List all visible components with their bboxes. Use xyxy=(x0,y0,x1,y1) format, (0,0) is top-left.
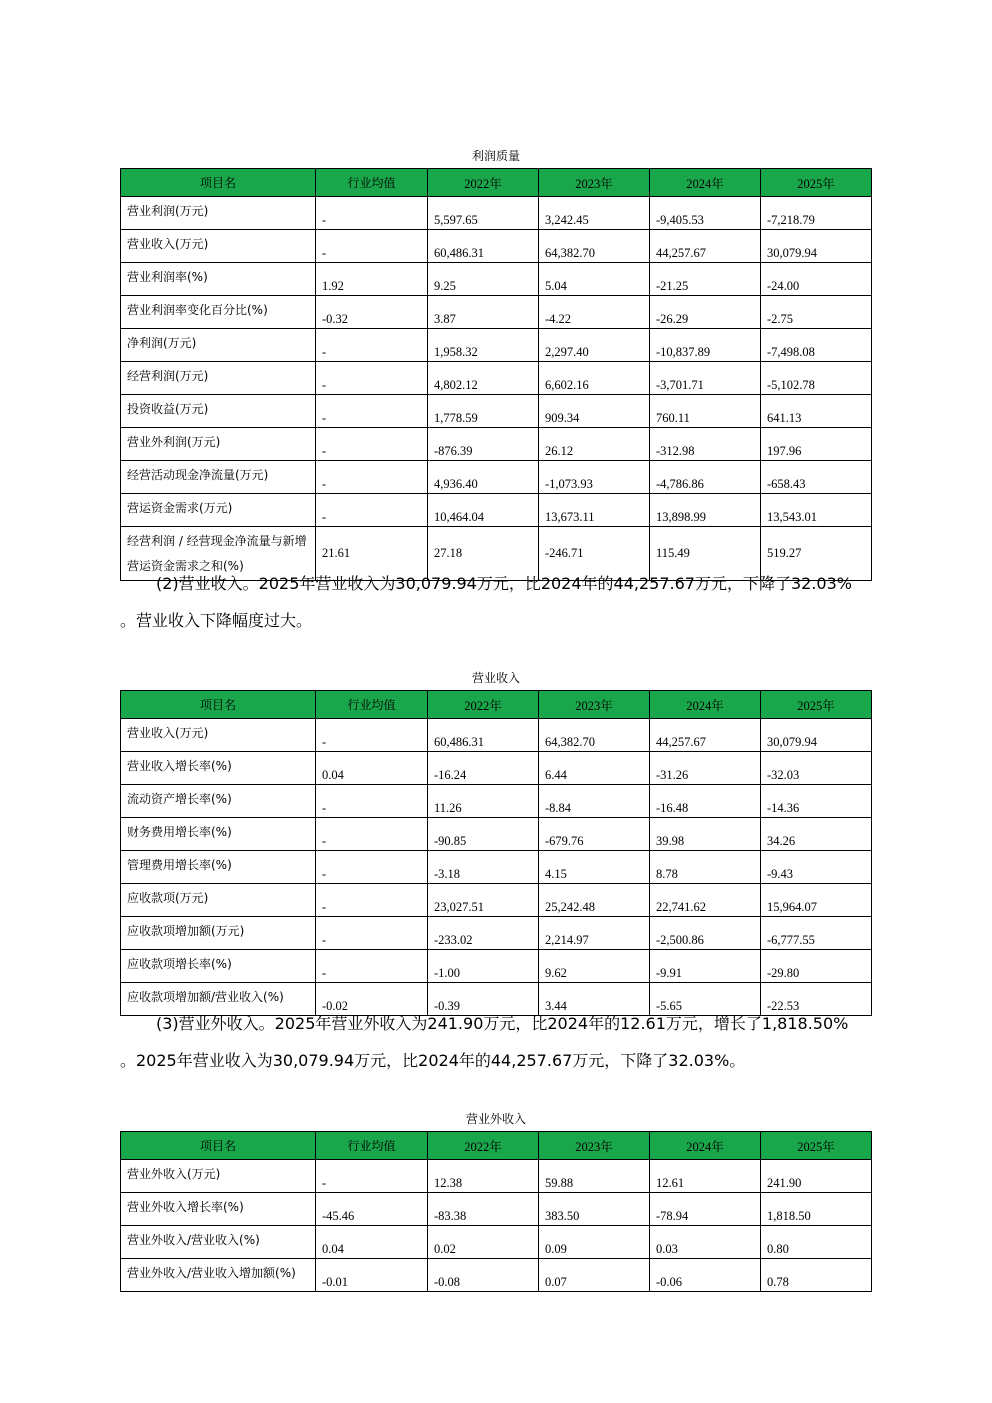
table-cell: 64,382.70 xyxy=(539,719,650,752)
table-cell: - xyxy=(316,197,428,230)
table-cell: -31.26 xyxy=(650,752,761,785)
table-cell: -14.36 xyxy=(761,785,872,818)
table-cell: 59.88 xyxy=(539,1160,650,1193)
table-cell: -26.29 xyxy=(650,296,761,329)
table-cell: - xyxy=(316,818,428,851)
table-cell: 12.38 xyxy=(428,1160,539,1193)
table-cell: -2.75 xyxy=(761,296,872,329)
paragraph-line: (3)营业外收入。2025年营业外收入为241.90万元，比2024年的12.61万元，增长了1,818.50% xyxy=(156,1014,849,1033)
table-cell: 0.03 xyxy=(650,1226,761,1259)
table-cell: -312.98 xyxy=(650,428,761,461)
table-cell: -8.84 xyxy=(539,785,650,818)
column-header: 2025年 xyxy=(761,691,872,719)
column-header: 2025年 xyxy=(761,169,872,197)
table-row xyxy=(121,950,872,983)
row-label: 经营活动现金净流量(万元) xyxy=(121,461,316,494)
table-cell: -78.94 xyxy=(650,1193,761,1226)
table-cell: -5,102.78 xyxy=(761,362,872,395)
table-cell: -3,701.71 xyxy=(650,362,761,395)
table-cell: 60,486.31 xyxy=(428,719,539,752)
table-cell: - xyxy=(316,230,428,263)
table-cell: 2,214.97 xyxy=(539,917,650,950)
table-cell: 0.04 xyxy=(316,752,428,785)
table-cell: 23,027.51 xyxy=(428,884,539,917)
table-cell: -876.39 xyxy=(428,428,539,461)
table-row xyxy=(121,785,872,818)
table-cell: 197.96 xyxy=(761,428,872,461)
table-cell: 13,543.01 xyxy=(761,494,872,527)
row-label: 营业外利润(万元) xyxy=(121,428,316,461)
table-cell: 0.04 xyxy=(316,1226,428,1259)
table-cell: -1.00 xyxy=(428,950,539,983)
table-cell: - xyxy=(316,1160,428,1193)
table-row xyxy=(121,263,872,296)
row-label: 营业外收入/营业收入增加额(%) xyxy=(121,1259,316,1292)
column-header: 2022年 xyxy=(428,169,539,197)
operating-revenue-table xyxy=(120,690,872,1016)
row-label: 营业利润率变化百分比(%) xyxy=(121,296,316,329)
table-cell: - xyxy=(316,719,428,752)
table-cell: 27.18 xyxy=(428,527,539,581)
table-cell: 6.44 xyxy=(539,752,650,785)
column-header: 项目名 xyxy=(121,1132,316,1160)
table-cell: 1,958.32 xyxy=(428,329,539,362)
table-cell: 4,936.40 xyxy=(428,461,539,494)
non-operating-revenue-table xyxy=(120,1131,872,1292)
table-cell: 3.87 xyxy=(428,296,539,329)
table-cell: -233.02 xyxy=(428,917,539,950)
table1-caption: 利润质量 xyxy=(471,149,520,163)
table-cell: 15,964.07 xyxy=(761,884,872,917)
table-row xyxy=(121,1259,872,1292)
profit-quality-table xyxy=(120,168,872,581)
row-label: 投资收益(万元) xyxy=(121,395,316,428)
table-cell: 4.15 xyxy=(539,851,650,884)
table-cell: 3,242.45 xyxy=(539,197,650,230)
table-cell: -10,837.89 xyxy=(650,329,761,362)
table-cell: - xyxy=(316,851,428,884)
table-cell: -90.85 xyxy=(428,818,539,851)
table-cell: -0.01 xyxy=(316,1259,428,1292)
row-label: 净利润(万元) xyxy=(121,329,316,362)
table-cell: -2,500.86 xyxy=(650,917,761,950)
table-cell: - xyxy=(316,785,428,818)
row-label: 应收款项增长率(%) xyxy=(121,950,316,983)
table-cell: 0.09 xyxy=(539,1226,650,1259)
table-cell: -679.76 xyxy=(539,818,650,851)
table-cell: 241.90 xyxy=(761,1160,872,1193)
table-cell: -7,218.79 xyxy=(761,197,872,230)
table-cell: -3.18 xyxy=(428,851,539,884)
table-cell: -0.06 xyxy=(650,1259,761,1292)
table-cell: -0.08 xyxy=(428,1259,539,1292)
table-cell: 13,898.99 xyxy=(650,494,761,527)
table-cell: 10,464.04 xyxy=(428,494,539,527)
table-cell: 4,802.12 xyxy=(428,362,539,395)
table-cell: -29.80 xyxy=(761,950,872,983)
table-cell: -4.22 xyxy=(539,296,650,329)
table-cell: -7,498.08 xyxy=(761,329,872,362)
column-header: 项目名 xyxy=(121,691,316,719)
row-label: 营业外收入/营业收入(%) xyxy=(121,1226,316,1259)
table-cell: -45.46 xyxy=(316,1193,428,1226)
row-label: 流动资产增长率(%) xyxy=(121,785,316,818)
table-cell: - xyxy=(316,950,428,983)
table-cell: 26.12 xyxy=(539,428,650,461)
column-header: 2024年 xyxy=(650,1132,761,1160)
table-cell: 34.26 xyxy=(761,818,872,851)
paragraph-operating-revenue xyxy=(120,565,880,639)
row-label: 营业收入增长率(%) xyxy=(121,752,316,785)
table-header-row xyxy=(121,1132,872,1160)
column-header: 行业均值 xyxy=(316,691,428,719)
table-row xyxy=(121,1160,872,1193)
table-cell: - xyxy=(316,329,428,362)
table-cell: 39.98 xyxy=(650,818,761,851)
row-label: 营业利润(万元) xyxy=(121,197,316,230)
table-row xyxy=(121,230,872,263)
table-row xyxy=(121,917,872,950)
column-header: 2025年 xyxy=(761,1132,872,1160)
table-cell: 0.78 xyxy=(761,1259,872,1292)
table-cell: - xyxy=(316,494,428,527)
row-label: 营运资金需求(万元) xyxy=(121,494,316,527)
column-header: 2023年 xyxy=(539,1132,650,1160)
table-row xyxy=(121,851,872,884)
column-header: 2022年 xyxy=(428,691,539,719)
table-row xyxy=(121,197,872,230)
table2-caption: 营业收入 xyxy=(471,671,520,685)
table-cell: 30,079.94 xyxy=(761,230,872,263)
table-cell: 13,673.11 xyxy=(539,494,650,527)
table-row xyxy=(121,494,872,527)
row-label: 营业利润率(%) xyxy=(121,263,316,296)
table-row xyxy=(121,362,872,395)
paragraph-line: 。营业收入下降幅度过大。 xyxy=(120,611,313,630)
table-cell: -16.48 xyxy=(650,785,761,818)
table-row xyxy=(121,1226,872,1259)
table-cell: -9.91 xyxy=(650,950,761,983)
column-header: 2024年 xyxy=(650,169,761,197)
row-label: 营业收入(万元) xyxy=(121,230,316,263)
table-cell: 12.61 xyxy=(650,1160,761,1193)
table-row xyxy=(121,752,872,785)
row-label: 应收款项增加额/营业收入(%) xyxy=(121,983,316,1016)
table-cell: 2,297.40 xyxy=(539,329,650,362)
table-cell: -6,777.55 xyxy=(761,917,872,950)
row-label: 管理费用增长率(%) xyxy=(121,851,316,884)
table-cell: 21.61 xyxy=(316,527,428,581)
table-row xyxy=(121,818,872,851)
table-cell: -24.00 xyxy=(761,263,872,296)
column-header: 行业均值 xyxy=(316,1132,428,1160)
table-cell: -16.24 xyxy=(428,752,539,785)
row-label: 财务费用增长率(%) xyxy=(121,818,316,851)
table-cell: 8.78 xyxy=(650,851,761,884)
table-cell: - xyxy=(316,884,428,917)
table-cell: -21.25 xyxy=(650,263,761,296)
table-cell: -22.53 xyxy=(761,983,872,1016)
paragraph-line: (2)营业收入。2025年营业收入为30,079.94万元，比2024年的44,257.67万元，下降了32.03% xyxy=(156,574,852,593)
table-cell: 1.92 xyxy=(316,263,428,296)
table-row xyxy=(121,719,872,752)
table3-caption: 营业外收入 xyxy=(465,1112,526,1126)
row-label: 经营利润 / 经营现金净流量与新增营运资金需求之和(%) xyxy=(121,527,316,581)
table-cell: - xyxy=(316,395,428,428)
row-label: 营业收入(万元) xyxy=(121,719,316,752)
table-cell: -246.71 xyxy=(539,527,650,581)
row-label: 应收款项增加额(万元) xyxy=(121,917,316,950)
table-row xyxy=(121,1193,872,1226)
column-header: 2023年 xyxy=(539,691,650,719)
table-row xyxy=(121,884,872,917)
table-cell: 9.62 xyxy=(539,950,650,983)
table-cell: 519.27 xyxy=(761,527,872,581)
table-cell: -0.39 xyxy=(428,983,539,1016)
table-cell: -1,073.93 xyxy=(539,461,650,494)
table-header-row xyxy=(121,169,872,197)
table-cell: 44,257.67 xyxy=(650,230,761,263)
table-row xyxy=(121,461,872,494)
table-row xyxy=(121,296,872,329)
table-cell: 0.80 xyxy=(761,1226,872,1259)
table-cell: -0.02 xyxy=(316,983,428,1016)
table-cell: 22,741.62 xyxy=(650,884,761,917)
table-cell: -83.38 xyxy=(428,1193,539,1226)
table-cell: 0.02 xyxy=(428,1226,539,1259)
table-cell: 11.26 xyxy=(428,785,539,818)
paragraph-line: 。2025年营业收入为30,079.94万元，比2024年的44,257.67万元，下降了32.03%。 xyxy=(120,1051,746,1070)
table-cell: 6,602.16 xyxy=(539,362,650,395)
table-cell: -658.43 xyxy=(761,461,872,494)
column-header: 项目名 xyxy=(121,169,316,197)
table-cell: 5.04 xyxy=(539,263,650,296)
paragraph-non-operating-revenue xyxy=(120,1005,880,1079)
table-header-row xyxy=(121,691,872,719)
table-cell: - xyxy=(316,362,428,395)
table-cell: - xyxy=(316,428,428,461)
column-header: 2022年 xyxy=(428,1132,539,1160)
table-cell: 60,486.31 xyxy=(428,230,539,263)
row-label: 营业外收入(万元) xyxy=(121,1160,316,1193)
table-cell: 3.44 xyxy=(539,983,650,1016)
table-cell: -9,405.53 xyxy=(650,197,761,230)
table-row xyxy=(121,428,872,461)
table-cell: 1,778.59 xyxy=(428,395,539,428)
table-cell: 0.07 xyxy=(539,1259,650,1292)
table-cell: 909.34 xyxy=(539,395,650,428)
table-row xyxy=(121,395,872,428)
table-cell: 30,079.94 xyxy=(761,719,872,752)
table-cell: 383.50 xyxy=(539,1193,650,1226)
table-cell: - xyxy=(316,461,428,494)
table-cell: -5.65 xyxy=(650,983,761,1016)
row-label: 营业外收入增长率(%) xyxy=(121,1193,316,1226)
table-cell: - xyxy=(316,917,428,950)
table-cell: 760.11 xyxy=(650,395,761,428)
row-label: 经营利润(万元) xyxy=(121,362,316,395)
table-cell: 641.13 xyxy=(761,395,872,428)
row-label: 应收款项(万元) xyxy=(121,884,316,917)
table-cell: -32.03 xyxy=(761,752,872,785)
table-cell: 5,597.65 xyxy=(428,197,539,230)
table-cell: 25,242.48 xyxy=(539,884,650,917)
table-row xyxy=(121,329,872,362)
table-cell: 9.25 xyxy=(428,263,539,296)
table-cell: 115.49 xyxy=(650,527,761,581)
column-header: 2024年 xyxy=(650,691,761,719)
table-cell: -9.43 xyxy=(761,851,872,884)
table-cell: -0.32 xyxy=(316,296,428,329)
column-header: 2023年 xyxy=(539,169,650,197)
table-cell: 44,257.67 xyxy=(650,719,761,752)
table-cell: 1,818.50 xyxy=(761,1193,872,1226)
table-cell: -4,786.86 xyxy=(650,461,761,494)
column-header: 行业均值 xyxy=(316,169,428,197)
table-cell: 64,382.70 xyxy=(539,230,650,263)
